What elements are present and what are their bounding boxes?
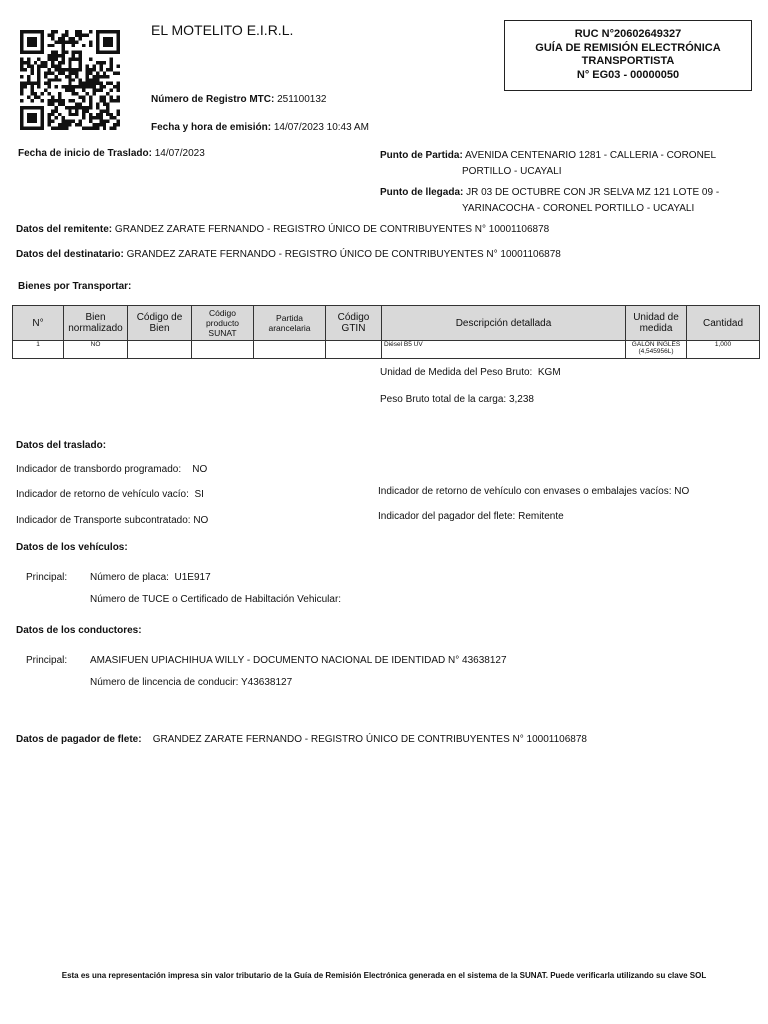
table-cell: NO [64, 341, 128, 359]
weight-unit-value: KGM [537, 367, 561, 378]
payer-value: GRANDEZ ZARATE FERNANDO - REGISTRO ÚNICO DE CONTRIBUYENTES N° 10001106878 [152, 734, 587, 745]
ruc-box [504, 20, 752, 91]
mtc-label: Número de Registro MTC: [151, 94, 275, 105]
departure-line-1: AVENIDA CENTENARIO 1281 - CALLERIA - CORONEL [465, 150, 717, 161]
departure-point [380, 148, 716, 180]
doc-type-line-2: TRANSPORTISTA [581, 55, 675, 67]
driver-principal-label: Principal: [26, 655, 68, 666]
plate-row [90, 572, 211, 583]
table-row [13, 341, 760, 359]
col-header: Descripción detallada [382, 306, 626, 341]
col-header: Cantidad [687, 306, 760, 341]
arrival-label: Punto de llegada: [380, 187, 464, 198]
goods-header-row [13, 306, 760, 341]
pagador-indicator: Indicador del pagador del flete: Remitente [378, 511, 564, 522]
ruc-number: RUC N°20602649327 [574, 28, 682, 40]
departure-label: Punto de Partida: [380, 150, 463, 161]
driver-license: Número de lincencia de conducir: Y43638127 [90, 677, 293, 688]
sender-row [16, 224, 549, 235]
plate-label: Número de placa: [90, 572, 169, 583]
company-name: EL MOTELITO E.I.R.L. [151, 22, 294, 38]
mtc-value: 251100132 [277, 94, 327, 105]
start-date-value: 14/07/2023 [154, 148, 205, 159]
col-header: Bien normalizado [64, 306, 128, 341]
transport-title: Datos del traslado: [16, 440, 107, 451]
retorno-envases-indicator: Indicador de retorno de vehículo con envases o embalajes vacíos: NO [378, 486, 690, 497]
tuce-label: Número de TUCE o Certificado de Habiltación Vehicular: [90, 594, 342, 605]
goods-table [12, 305, 760, 359]
driver-name: AMASIFUEN UPIACHIHUA WILLY - DOCUMENTO NACIONAL DE IDENTIDAD N° 43638127 [90, 655, 507, 666]
retorno-vacio-indicator: Indicador de retorno de vehículo vacío: SI [16, 489, 204, 500]
sender-value: GRANDEZ ZARATE FERNANDO - REGISTRO ÚNICO DE CONTRIBUYENTES N° 10001106878 [114, 224, 550, 235]
col-header: N° [13, 306, 64, 341]
table-cell [128, 341, 192, 359]
subcontratado-indicator: Indicador de Transporte subcontratado: NO [16, 515, 209, 526]
start-date-label: Fecha de inicio de Traslado: [18, 148, 152, 159]
table-cell: 1,000 [687, 341, 760, 359]
weight-unit-row [380, 367, 561, 378]
vehicle-principal-label: Principal: [26, 572, 68, 583]
table-cell [326, 341, 382, 359]
vehicles-title: Datos de los vehículos: [16, 542, 128, 553]
qr-code-icon [20, 28, 120, 132]
drivers-title: Datos de los conductores: [16, 625, 142, 636]
weight-unit-label: Unidad de Medida del Peso Bruto: [380, 367, 533, 378]
table-cell [254, 341, 326, 359]
col-header: Unidad de medida [626, 306, 687, 341]
plate-value: U1E917 [174, 572, 211, 583]
payer-row [16, 734, 587, 745]
doc-number: N° EG03 - 00000050 [576, 68, 680, 81]
table-cell: 1 [13, 341, 64, 359]
col-header: Partida arancelaria [254, 306, 326, 341]
table-cell: Diésel B5 UV [382, 341, 626, 359]
recipient-label: Datos del destinatario: [16, 249, 124, 260]
arrival-line-2: YARINACOCHA - CORONEL PORTILLO - UCAYALI [462, 203, 695, 214]
arrival-point [380, 185, 719, 217]
weight-total-value: 3,238 [508, 394, 534, 405]
recipient-row [16, 249, 561, 260]
goods-title: Bienes por Transportar: [18, 281, 132, 292]
table-cell: GALON INGLES (4,545956L) [626, 341, 687, 359]
weight-total-row [380, 394, 534, 405]
transbordo-indicator: Indicador de transbordo programado: NO [16, 464, 208, 475]
mtc-row [151, 94, 326, 105]
arrival-line-1: JR 03 DE OCTUBRE CON JR SELVA MZ 121 LOTE 09 - [466, 187, 720, 198]
footer-disclaimer: Esta es una representación impresa sin valor tributario de la Guía de Remisión Electrónica generada en el sistema de la SUNAT. Puede verificarla utilizando su clave SOL [61, 971, 707, 980]
start-date-row [18, 148, 205, 159]
weight-total-label: Peso Bruto total de la carga: [380, 394, 507, 405]
col-header: Código de Bien [128, 306, 192, 341]
emission-value: 14/07/2023 10:43 AM [273, 122, 369, 133]
sender-label: Datos del remitente: [16, 224, 113, 235]
col-header: Código GTIN [326, 306, 382, 341]
emission-row [151, 122, 369, 133]
emission-label: Fecha y hora de emisión: [151, 122, 272, 133]
col-header: Código producto SUNAT [192, 306, 254, 341]
table-cell [192, 341, 254, 359]
payer-label: Datos de pagador de flete: [16, 734, 142, 745]
departure-line-2: PORTILLO - UCAYALI [462, 166, 562, 177]
doc-type-line-1: GUÍA DE REMISIÓN ELECTRÓNICA [535, 41, 721, 54]
recipient-value: GRANDEZ ZARATE FERNANDO - REGISTRO ÚNICO DE CONTRIBUYENTES N° 10001106878 [126, 249, 561, 260]
